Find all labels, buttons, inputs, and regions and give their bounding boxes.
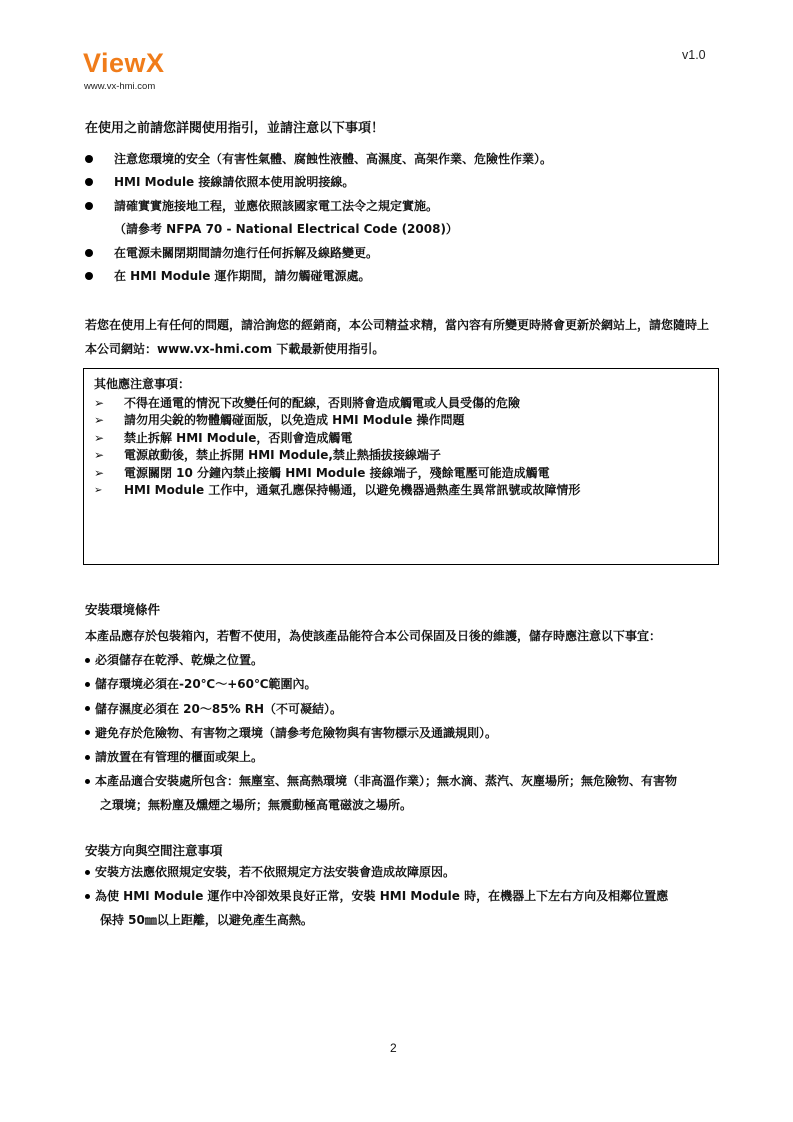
list-item-text: 之環境；無粉塵及燻煙之場所；無震動極高電磁波之場所。 [100,798,413,813]
arrow-bullet-icon: ➢ [94,484,103,496]
list-item-text: 避免存於危險物、有害物之環境（請參考危險物與有害物標示及通識規則）。 [95,725,498,740]
list-item [85,648,677,672]
bullet-icon [85,272,93,280]
list-item [85,241,552,265]
list-item-text: 不得在通電的情況下改變任何的配線，否則將會造成觸電或人員受傷的危險 [124,395,521,410]
list-item-text: 電源關閉 10 分鐘內禁止接觸 HMI Module 接線端子，殘餘電壓可能造成觸電 [124,465,550,480]
bullet-icon [85,202,93,210]
list-item [85,171,552,195]
bullet-icon [85,706,90,711]
list-item [85,884,668,908]
list-item-text: 在 HMI Module 運作期間，請勿觸碰電源處。 [114,269,371,284]
version-label: v1.0 [682,48,706,62]
warnings-box [83,368,719,565]
list-item [85,624,677,648]
arrow-bullet-icon: ➢ [94,430,105,445]
list-item [85,697,677,721]
warnings-list [94,394,580,499]
intro-title: 在使用之前請您詳閱使用指引，並請注意以下事項！ [85,121,385,136]
list-item [85,218,552,242]
warnings-title: 其他應注意事項： [94,377,191,391]
install-dir-title: 安裝方向與空間注意事項 [85,843,223,858]
list-item-text: （請參考 NFPA 70 - National Electrical Code (2008)） [114,222,458,237]
list-item [85,745,677,769]
list-item [85,147,552,171]
bullet-icon [85,779,90,784]
list-item [85,769,677,793]
support-paragraph: 若您在使用上有任何的問題，請洽詢您的經銷商，本公司精益求精，當內容有所變更時將會更新於網站上，請您隨時上本公司網站：www.vx-hmi.com 下載最新使用指引。 [85,318,710,356]
list-item-text: 請確實實施接地工程，並應依照該國家電工法令之規定實施。 [114,198,439,213]
list-item-text: 禁止拆解 HMI Module，否則會造成觸電 [124,430,353,445]
arrow-bullet-icon: ➢ [94,413,105,428]
list-item-text: HMI Module 工作中，通氣孔應保持暢通，以避免機器過熱產生異常訊號或故障情形 [124,483,581,498]
list-item [94,447,580,465]
list-item [94,412,580,430]
list-item [85,860,668,884]
list-item-text: 請勿用尖銳的物體觸碰面版，以免造成 HMI Module 操作問題 [124,413,465,428]
bullet-icon [85,755,90,760]
list-item-text: 在電源未關閉期間請勿進行任何拆解及線路變更。 [114,245,379,260]
list-item-text: 本產品適合安裝處所包含：無塵室、無高熱環境（非高溫作業）；無水滴、蒸汽、灰塵場所；無危險物、有害物 [95,774,678,789]
list-item-text: 注意您環境的安全（有害性氣體、腐蝕性液體、高濕度、高架作業、危險性作業）。 [114,151,553,166]
intro-bullet-list [85,147,552,288]
page-number: 2 [390,1041,397,1055]
list-item [85,265,552,289]
list-item [94,464,580,482]
list-item [94,429,580,447]
list-item-text: 必須儲存在乾淨、乾燥之位置。 [95,653,264,668]
bullet-icon [85,730,90,735]
list-item-text: 儲存環境必須在-20℃～+60℃範圍內。 [95,677,317,692]
website-url: www.vx-hmi.com [84,81,156,92]
list-item-text: 安裝方法應依照規定安裝，若不依照規定方法安裝會造成故障原因。 [95,865,456,880]
brand-logo: ViewX [83,48,165,78]
arrow-bullet-icon: ➢ [94,465,105,480]
bullet-icon [85,870,90,875]
list-item-text: HMI Module 接線請依照本使用說明接線。 [114,175,355,190]
bullet-icon [85,155,93,163]
list-item [85,793,677,817]
list-item-text: 請放置在有管理的櫃面或架上。 [95,750,264,765]
list-item [85,908,668,932]
list-item [85,194,552,218]
bullet-icon [85,682,90,687]
list-item [94,482,580,500]
install-env-title: 安裝環境條件 [85,602,161,617]
list-item-text: 儲存濕度必須在 20～85% RH（不可凝結）。 [95,701,343,716]
list-item [85,672,677,696]
install-env-intro: 本產品應存於包裝箱內，若暫不使用，為使該產品能符合本公司保固及日後的維護，儲存時應注意以下事宜： [85,629,662,644]
arrow-bullet-icon: ➢ [94,395,105,410]
bullet-icon [85,658,90,663]
list-item-text: 電源啟動後，禁止拆開 HMI Module,禁止熱插拔接線端子 [124,448,441,463]
list-item [94,394,580,412]
install-dir-list [85,860,668,933]
arrow-bullet-icon: ➢ [94,448,105,463]
list-item-text: 保持 50㎜以上距離，以避免產生高熱。 [100,913,313,928]
bullet-icon [85,249,93,257]
install-env-list [85,624,677,818]
list-item [85,721,677,745]
bullet-icon [85,178,93,186]
list-item-text: 為使 HMI Module 運作中冷卻效果良好正常，安裝 HMI Module 時，在機器上下左右方向及相鄰位置應 [95,889,669,904]
bullet-icon [85,894,90,899]
